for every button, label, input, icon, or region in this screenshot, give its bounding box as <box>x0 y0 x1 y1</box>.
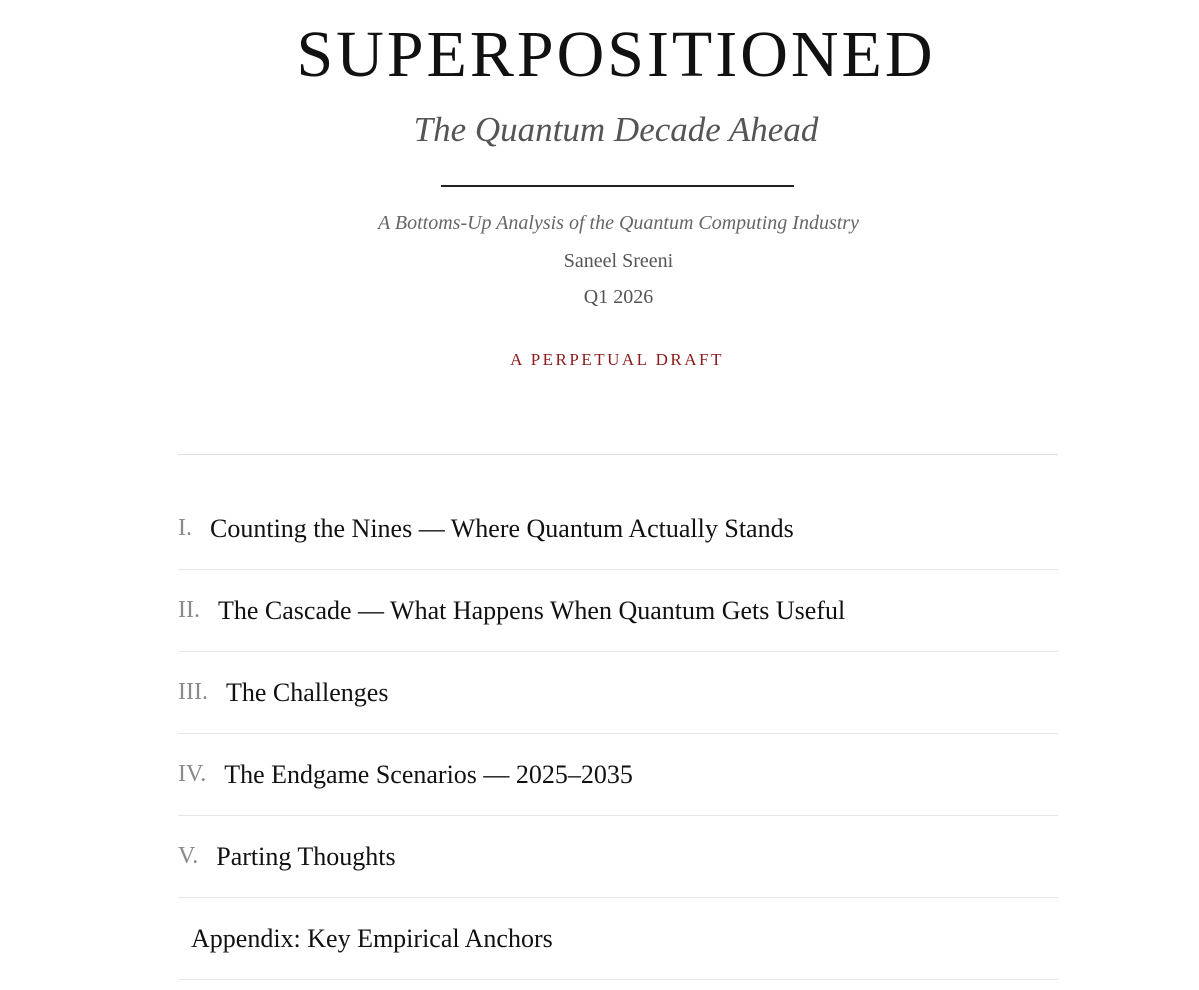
toc-numeral: I. <box>178 515 192 541</box>
toc-item-chapter-1[interactable] <box>178 488 1058 570</box>
toc-label[interactable]: Appendix: Key Empirical Anchors <box>191 923 553 953</box>
toc-label[interactable]: Parting Thoughts <box>216 841 396 871</box>
toc-item-appendix[interactable] <box>178 898 1058 980</box>
toc-item-chapter-2[interactable] <box>178 570 1058 652</box>
toc-numeral: V. <box>178 843 199 869</box>
toc-label[interactable]: The Challenges <box>225 677 389 707</box>
title-rule <box>441 185 794 187</box>
author-name: Saneel Sreeni <box>563 250 674 272</box>
table-of-contents <box>178 488 1058 980</box>
draft-label: A PERPETUAL DRAFT <box>510 350 724 369</box>
publication-date: Q1 2026 <box>583 286 654 308</box>
toc-label[interactable]: Counting the Nines — Where Quantum Actually Stands <box>210 513 794 543</box>
toc-numeral: IV. <box>178 761 207 787</box>
document-subtitle: The Quantum Decade Ahead <box>413 110 819 149</box>
header-divider <box>178 454 1058 455</box>
toc-numeral: III. <box>178 679 208 705</box>
toc-item-chapter-4[interactable] <box>178 734 1058 816</box>
toc-item-chapter-3[interactable] <box>178 652 1058 734</box>
document-tagline: A Bottoms-Up Analysis of the Quantum Computing Industry <box>378 212 859 234</box>
toc-numeral: II. <box>178 597 200 623</box>
toc-label[interactable]: The Cascade — What Happens When Quantum Gets Useful <box>217 595 846 625</box>
toc-item-chapter-5[interactable] <box>178 816 1058 898</box>
document-title: SUPERPOSITIONED <box>296 18 936 91</box>
toc-label[interactable]: The Endgame Scenarios — 2025–2035 <box>224 759 633 789</box>
